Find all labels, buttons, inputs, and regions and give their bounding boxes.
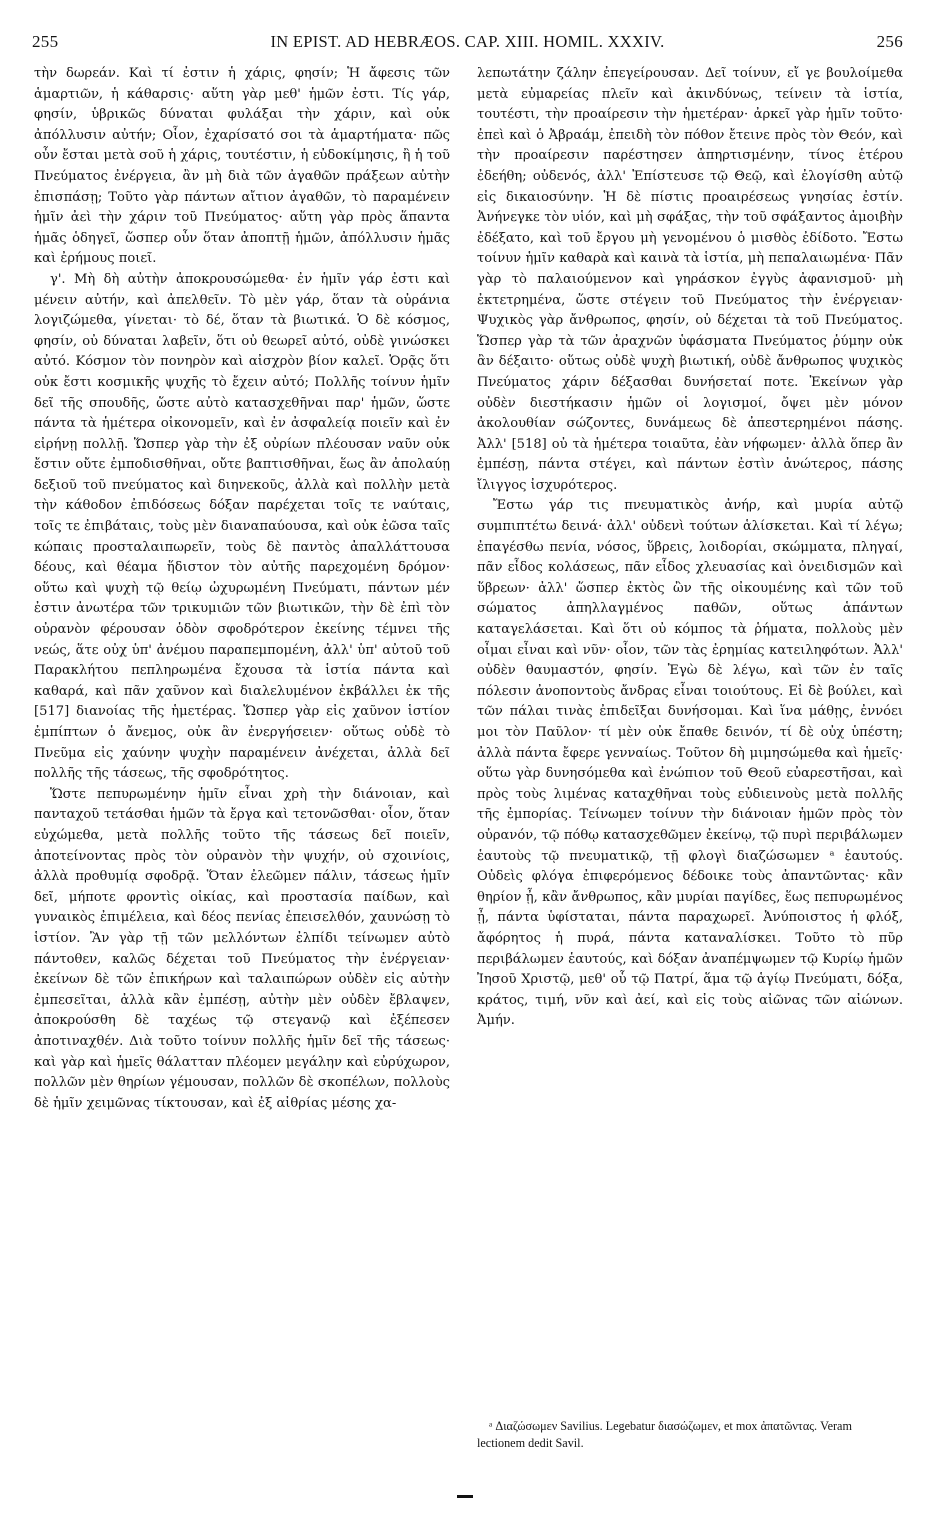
page-number-right: 256 [876, 32, 903, 51]
paragraph: Ἔστω γάρ τις πνευματικὸς ἀνήρ, καὶ μυρία αὐτῷ συμπιπτέτω δεινά· ἀλλ' οὐδενὶ τούτων ἁλίσκεται. Καὶ τί λέγω; ἐπαγέσθω πενία, νόσος, ὕβρεις, λοιδορίαι, σκώμματα, πληγαί, πᾶν εἶδος κολάσεως, πᾶν εἶδος χλευασίας καὶ ὀνειδισμῶν καὶ ὕβρεων· ἀλλ' ὥσπερ ἐκτὸς ὢν τῆς οἰκουμένης καὶ τῶν τοῦ σώματος ἀπηλλαγμένος παθῶν, οὕτως ἁπάντων καταγελάσεται. Καὶ ὅτι οὐ κόμπος τὰ ῥήματα, πολλοὺς μὲν οἶμαι εἶναι καὶ νῦν· οἷον, τῶν τὰς ἐρημίας κατειληφότων. Ἀλλ' οὐδὲν θαυμαστόν, φησίν. Ἐγὼ δὲ λέγω, καὶ τῶν ἐν ταῖς πόλεσιν ἀνοποντοὺς ἄνδρας εἶναι τοιούτους. Εἰ δὲ βούλει, καὶ τῶν πάλαι τινὰς ἐπιδεῖξαι δυνήσομαι. Καὶ ἵνα μάθῃς, ἐννόει μοι τὸν Παῦλον· τί μὲν οὐκ ἔπαθε δεινόν, τί δὲ οὐχ ὑπέστη; ἀλλὰ πάντα ἔφερε γενναίως. Τοῦτον δὴ μιμησώμεθα καὶ ἡμεῖς· οὕτω γὰρ δυνησόμεθα καὶ ἐνώπιον τοῦ Θεοῦ εὐαρεστῆσαι, καὶ πρὸς τοὺς λιμένας καταχθῆναι τοὺς εὐδιεινοὺς μετὰ πολλῆς τῆς ἐμπορίας. Τείνωμεν τοίνυν τὴν διάνοιαν ἡμῶν πρὸς τὸν οὐρανόν, τῷ πόθῳ κατασχεθῶμεν ἐκείνῳ, τῷ πυρὶ περιβάλωμεν ἑαυτοὺς τῷ πνευματικῷ, τῇ φλογὶ διαζώσωμεν ᵃ ἑαυτούς. Οὐδεὶς φλόγα ἐπιφερόμενος δέδοικε τοὺς ἀπαντῶντας· κἂν θηρίον ᾖ, κἂν ἄνθρωπος, κἂν μυρίαι παγίδες, ἕως πεπυρωμένος ᾖ, πάντα ὑφίσταται, πάντα παραχωρεῖ. Ἀνύποιστος ἡ φλόξ, ἄφόρητος ἡ πυρά, πάντα καταναλίσκει. Τοῦτο τὸ πῦρ περιβάλωμεν ἑαυτούς, καὶ δόξαν ἀναπέμψωμεν τῷ Κυρίῳ ἡμῶν Ἰησοῦ Χριστῷ, μεθ' οὗ τῷ Πατρί, ἅμα τῷ ἁγίῳ Πνεύματι, δόξα, κράτος, τιμή, νῦν καὶ ἀεί, καὶ εἰς τοὺς αἰῶνας τῶν αἰώνων. Ἀμήν. [477, 498, 903, 1029]
paragraph: τὴν δωρεάν. Καὶ τί ἐστιν ἡ χάρις, φησίν; Ἡ ἄφεσις τῶν ἁμαρτιῶν, ἡ κάθαρσις· αὕτη γὰρ μεθ' ἡμῶν ἐστι. Τίς γάρ, φησίν, ὑβρικῶς δύναται φυλάξαι τὴν χάριν, καὶ οὐκ ἀπόλλυσιν αὐτήν; Οἷον, ἐχαρίσατό σοι τὰ ἁμαρτήματα· πῶς οὖν ἔσται μετὰ σοῦ ἡ χάρις, τουτέστιν, ἡ εὐδοκίμησις, ἢ ἡ τοῦ Πνεύματος ἐνέργεια, ἂν μὴ διὰ τῶν ἀγαθῶν πράξεων αὐτὴν ἐπισπάσῃ; Τοῦτο γὰρ πάντων αἴτιον ἀγαθῶν, τὸ παραμένειν ἡμῖν ἀεὶ τὴν χάριν τοῦ Πνεύματος· αὕτη γὰρ πρὸς ἅπαντα ἡμᾶς ὁδηγεῖ, ὥσπερ οὖν ὅταν ἀποπτῇ ἡμῶν, ἀπόλλυσιν ἡμᾶς καὶ ἐρήμους ποιεῖ. [34, 66, 450, 267]
page-header [32, 32, 903, 58]
page-number-left: 255 [32, 32, 59, 51]
footnote: ᵃ Διαζώσωμεν Savilius. Legebatur διασώζωμεν, et mox ἀπατῶντας. Veram lectionem dedit Savil. [477, 1419, 852, 1450]
paragraph: γ'. Μὴ δὴ αὐτὴν ἀποκρουσώμεθα· ἐν ἡμῖν γάρ ἐστι καὶ μένειν αὐτήν, καὶ ἀπελθεῖν. Τὸ μὲν γάρ, ὅταν τὰ οὐράνια λογιζώμεθα, γίνεται· τὸ δέ, ὅταν τὰ βιωτικά. Ὁ δὲ κόσμος, φησίν, οὐ δύναται λαβεῖν, ὅτι οὐ θεωρεῖ αὐτό, οὐδὲ γινώσκει αὐτό. Κόσμον τὸν πονηρὸν καὶ αἰσχρὸν βίον καλεῖ. Ὁρᾷς ὅτι οὐκ ἔστι κοσμικῆς ψυχῆς τὸ ἔχειν αὐτό; Πολλῆς τοίνυν ἡμῖν δεῖ τῆς σπουδῆς, ὥστε αὐτὸ κατασχεθῆναι παρ' ἡμῶν, ὥστε πάντα τὰ ἡμέτερα οἰκονομεῖν, καὶ ἐν ἀσφαλείᾳ ποιεῖν καὶ ἐν εἰρήνῃ πολλῇ. Ὥσπερ γὰρ τὴν ἐξ οὐρίων πλέουσαν ναῦν οὐκ ἔστιν οὔτε ἐμποδισθῆναι, οὔτε βαπτισθῆναι, ἕως ἂν ἀπολαύῃ δεξιοῦ τοῦ πνεύματος καὶ διηνεκοῦς, ἀλλὰ καὶ πολλὴν μετὰ τὴν κάθοδον ἐπιδόσεως δόξαν παρέχεται τοῖς τε ναύταις, τοῖς τε ἐπιβάταις, τοὺς μὲν διαναπαύουσα, καὶ οὐκ ἐῶσα ταῖς κώπαις προσταλαιπωρεῖν, τοὺς δὲ παντὸς ἀπαλλάττουσα δέους, καὶ θέαμα ἥδιστον τὸν αὐτῆς παρεχομένη δρόμον· οὕτω καὶ ψυχὴ τῷ θείῳ ὠχυρωμένη Πνεύματι, πάντων μέν ἐστιν ἀνωτέρα τῶν τρικυμιῶν τῶν βιωτικῶν, τὴν δὲ ἐπὶ τὸν οὐρανὸν φέρουσαν ὁδὸν σφοδρότερον ἐκείνης τέμνει τῆς νεώς, ἅτε οὐχ ὑπ' ἀνέμου παραπεμπομένη, ἀλλ' ὑπ' αὐτοῦ τοῦ Παρακλήτου πεπληρωμένα ἔχουσα τὰ ἱστία πάντα καὶ καθαρά, καὶ πᾶν χαῦνον καὶ διαλελυμένον ἐκβάλλει ἐκ τῆς [517] διανοίας τῆς ἡμετέρας. Ὥσπερ γὰρ εἰς χαῦνον ἱστίον ἐμπίπτων ὁ ἄνεμος, οὐκ ἂν ἐνεργήσειεν· οὕτως οὐδὲ τὸ Πνεῦμα εἰς χαύνην ψυχὴν παραμένειν ἀνέχεται, ἀλλὰ δεῖ πολλῆς τῆς τάσεως, τῆς σφοδρότητος. [34, 271, 450, 782]
left-column [34, 64, 450, 1114]
right-column [477, 64, 903, 1032]
paragraph: Ὥστε πεπυρωμένην ἡμῖν εἶναι χρὴ τὴν διάνοιαν, καὶ πανταχοῦ τετάσθαι ἡμῶν τὰ ἔργα καὶ τετονῶσθαι· οἷον, ὅταν εὐχώμεθα, μετὰ πολλῆς τοῦτο τῆς τάσεως δεῖ ποιεῖν, ἀποτείνοντας πρὸς τὸν οὐρανὸν τὴν ψυχήν, οὐ σχοινίοις, ἀλλὰ προθυμίᾳ σφοδρᾷ. Ὅταν ἐλεῶμεν πάλιν, τάσεως ἡμῖν δεῖ, μήποτε φροντὶς οἰκίας, καὶ προστασία παίδων, καὶ γυναικὸς ἐπιμέλεια, καὶ δέος πενίας ἐπεισελθόν, χαυνώσῃ τὸ ἱστίον. Ἂν γὰρ τῇ τῶν μελλόντων ἐλπίδι τείνωμεν αὐτὸ πάντοθεν, καλῶς δέχεται τοῦ Πνεύματος τὴν ἐνέργειαν· ἐκείνων δὲ τῶν ἐπικήρων καὶ ταλαιπώρων οὐδὲν εἰς αὐτὴν ἐμπεσεῖται, ἀλλὰ κἂν ἐμπέσῃ, αὐτὴν μὲν οὐδὲν ἔβλαψεν, ἀποκρούσθη δὲ ταχέως τῷ στεγανῷ καὶ ἐξέπεσεν ἀποτιναχθέν. Διὰ τοῦτο τοίνυν πολλῆς ἡμῖν δεῖ τῆς τάσεως· καὶ γὰρ καὶ ἡμεῖς θάλατταν πλέομεν μεγάλην καὶ εὐρύχωρον, πολλῶν μὲν θηρίων γέμουσαν, πολλῶν δὲ σκοπέλων, πολλοὺς δὲ ἡμῖν χειμῶνας τίκτουσαν, καὶ ἐξ αἰθρίας μέσης χα- [34, 786, 450, 1111]
paragraph: λεπωτάτην ζάλην ἐπεγείρουσαν. Δεῖ τοίνυν, εἴ γε βουλοίμεθα μετὰ εὐμαρείας πλεῖν καὶ ἀκινδύνως, τείνειν τὰ ἱστία, τουτέστι, τὴν προαίρεσιν τὴν ἡμετέραν· ἀρκεῖ γὰρ ἡμῖν τοῦτο· ἐπεὶ καὶ ὁ Ἀβραάμ, ἐπειδὴ τὸν πόθον ἔτεινε πρὸς τὸν Θεόν, καὶ τὴν προαίρεσιν παρέστησεν ἀπηρτισμένην, τίνος ἑτέρου ἐδεήθη; οὐδενός, ἀλλ' Ἐπίστευσε τῷ Θεῷ, καὶ ἐλογίσθη αὐτῷ εἰς δικαιοσύνην. Ἡ δὲ πίστις προαιρέσεως γνησίας ἐστίν. Ἀνήνεγκε τὸν υἱόν, καὶ μὴ σφάξας, τὴν τοῦ σφάξαντος ἀμοιβὴν ἐδέξατο, καὶ τοῦ ἔργου μὴ γενομένου ὁ μισθὸς ἐδίδοτο. Ἔστω τοίνυν ἡμῖν καθαρὰ καὶ καινὰ τὰ ἱστία, μὴ πεπαλαιωμένα· Πᾶν γὰρ τὸ παλαιούμενον καὶ γηράσκον ἐγγὺς ἀφανισμοῦ· μὴ ἐκτετρημένα, ὥστε στέγειν τοῦ Πνεύματος τὴν ἐνέργειαν· Ψυχικὸς γὰρ ἄνθρωπος, φησίν, οὐ δέχεται τὰ τοῦ Πνεύματος. Ὥσπερ γὰρ τὰ τῶν ἀραχνῶν ὑφάσματα Πνεύματος ῥύμην οὐκ ἂν δέξαιτο· οὕτως οὐδὲ ψυχὴ βιωτική, οὐδὲ ἄνθρωπος ψυχικὸς Πνεύματος χάριν δέξασθαι δυνήσεταί ποτε. Ἐκείνων γὰρ οὐδὲν διεστήκασιν ἡμῶν οἱ λογισμοί, ὄψει μὲν μόνον ἀκολουθίαν σώζοντες, δυνάμεως δὲ ἀπεστερημένοι πάσης. Ἀλλ' [518] οὐ τὰ ἡμέτερα τοιαῦτα, ἐὰν νήφωμεν· ἀλλὰ ὅπερ ἂν ἐμπέσῃ, πάντα στέγει, καὶ πάντων ἐστὶν ἀνώτερος, πάσης ἴλιγγος ἰσχυρότερος. [477, 66, 903, 493]
separator-dash [457, 1495, 473, 1498]
running-title: IN EPIST. AD HEBRÆOS. CAP. XIII. HOMIL. XXXIV. [270, 32, 665, 51]
